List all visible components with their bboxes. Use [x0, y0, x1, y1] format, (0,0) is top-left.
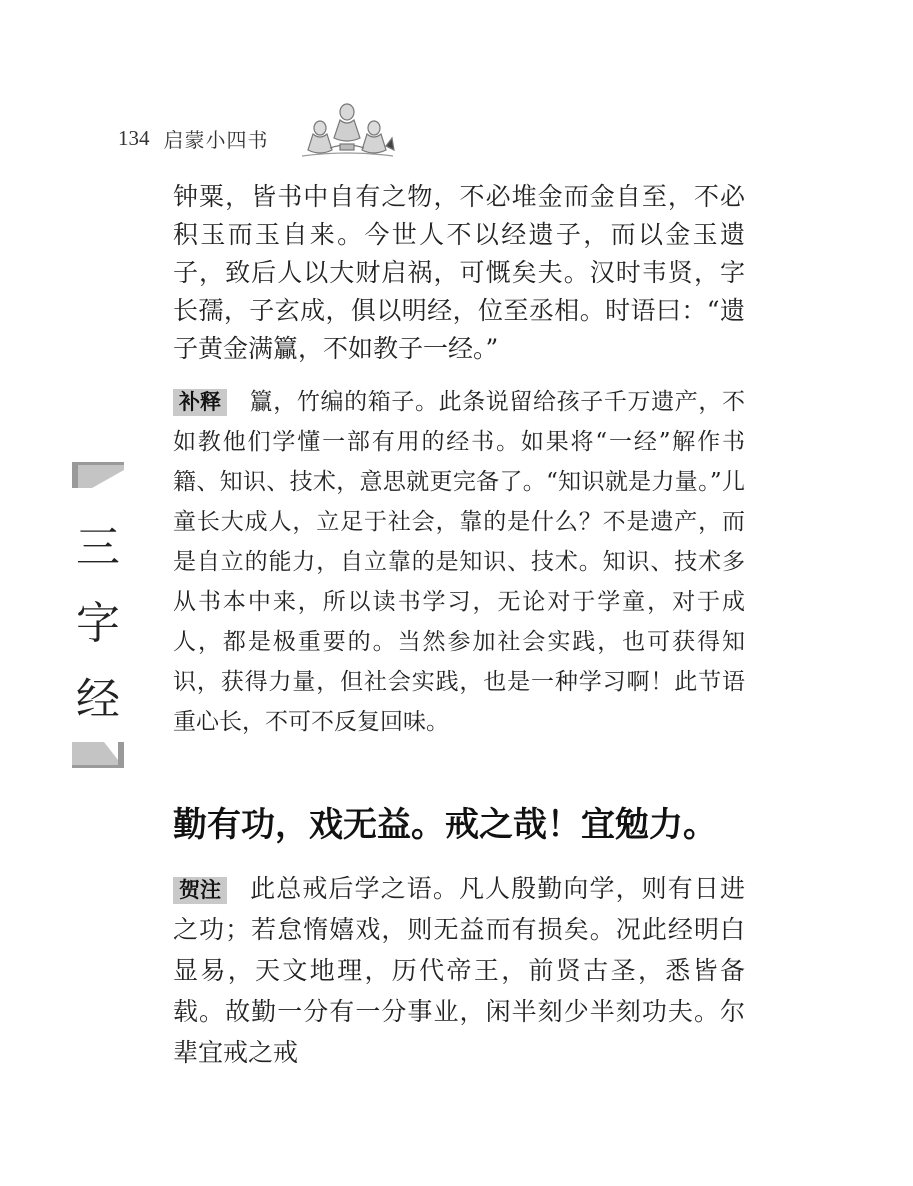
header-vignette-illustration: [300, 98, 395, 160]
supplement-tag: 补释: [173, 389, 227, 416]
top-bracket-ornament: [72, 462, 124, 488]
page-header: [118, 118, 269, 158]
intro-paragraph: 钟粟，皆书中自有之物，不必堆金而金自至，不必积玉而玉自来。今世人不以经遗子，而以金玉遗子，致后人以大财启祸，可慨矣夫。汉时韦贤，字长孺，子玄成，俱以明经，位至丞相。时语曰：“遗子黄金满籯，不如教子一经。”: [173, 182, 745, 363]
annotation-text: 此总戒后学之语。凡人殷勤向学，则有日进之功；若怠惰嬉戏，则无益而有损矣。况此经明白显易，天文地理，历代帝王，前贤古圣，悉皆备载。故勤一分有一分事业，闲半刻少半刻功夫。尔辈宜戒之戒: [173, 874, 745, 1067]
supplement-text: 籯，竹编的箱子。此条说留给孩子千万遗产，不如教他们学懂一部有用的经书。如果将“一经”解作书籍、知识、技术，意思就更完备了。“知识就是力量。”儿童长大成人，立足于社会，靠的是什么？不是遗产，而是自立的能力，自立靠的是知识、技术。知识、技术多从书本中来，所以读书学习，无论对于学童，对于成人，都是极重要的。当然参加社会实践，也可获得知识，获得力量，但社会实践，也是一种学习啊！此节语重心长，不可不反复回味。: [173, 389, 745, 735]
bottom-bracket-ornament: [72, 742, 124, 768]
side-section-title: [72, 510, 124, 738]
supplement-paragraph: [173, 382, 745, 742]
classic-verse-heading: 勤有功，戏无益。戒之哉！宜勉力。: [173, 805, 717, 845]
side-char: 三: [76, 522, 120, 573]
side-char: 经: [76, 674, 120, 725]
section-side-tab: [72, 462, 124, 768]
page-body: [173, 178, 745, 1073]
book-title: 启蒙小四书: [163, 127, 269, 152]
side-char: 字: [76, 598, 120, 649]
annotation-tag: 贺注: [173, 877, 227, 904]
annotation-paragraph: [173, 868, 745, 1073]
page-number: 134: [118, 125, 150, 150]
